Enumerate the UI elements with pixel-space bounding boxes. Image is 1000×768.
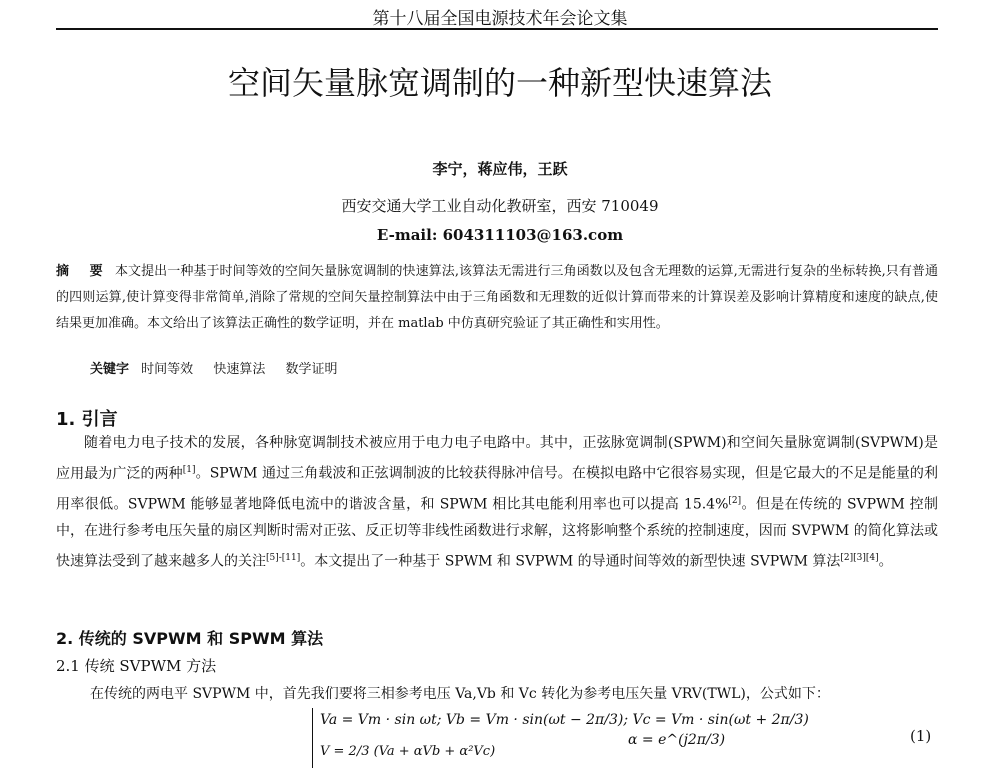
paper-title: 空间矢量脉宽调制的一种新型快速算法 [227, 64, 772, 102]
paper-authors: 李宁，蒋应伟，王跃 [432, 160, 568, 178]
equation-alpha: α = e^(j2π/3) [628, 732, 726, 748]
intro-paragraph [56, 430, 938, 576]
intro-text-1: 随着电力电子技术的发展，各种脉宽调制技术被应用于电力电子电路中。其中，正弦脉宽调制(SPWM)和空间矢量脉宽调制(SVPWM)是应用最为广泛的两种 [56, 435, 938, 482]
citation[interactable]: [5]-[11] [266, 553, 301, 564]
equation-leadin: 在传统的两电平 SVPWM 中，首先我们要将三相参考电压 Va,Vb 和 Vc 转化为参考电压矢量 VRV(TWL)，公式如下： [90, 686, 830, 702]
keyword-item: 时间等效 [141, 362, 194, 377]
abstract [56, 259, 938, 337]
subsection-heading: 2.1 传统 SVPWM 方法 [56, 657, 217, 675]
equation-three-phase: Va = Vm · sin ωt; Vb = Vm · sin(ωt − 2π/3); Vc = Vm · sin(ωt + 2π/3) [320, 712, 809, 728]
section-heading-traditional: 2. 传统的 SVPWM 和 SPWM 算法 [56, 629, 324, 648]
header-rule [56, 28, 938, 30]
intro-text-3: 。但是在传统的 SVPWM 控制中，在进行参考电压矢量的扇区判断时需对正弦、反正切等非线性函数进行求解，这将影响整个系统的控制速度，因而 SVPWM 的简化算法或快速算法受到了越来越多人的关注 [56, 496, 939, 570]
citation[interactable]: [2][3][4] [840, 553, 879, 564]
equation-vector-partial: V = 2/3 (Va + αVb + α²Vc) [320, 744, 496, 759]
keywords-label: 关键字 [90, 362, 130, 377]
citation[interactable]: [2] [728, 495, 742, 506]
intro-text-2: 。SPWM 通过三角载波和正弦调制波的比较获得脉冲信号。在模拟电路中它很容易实现，但是它最大的不足是能量的利用率很低。SVPWM 能够显著地降低电流中的谐波含量，和 SPWM 相比其电能利用率也可以提高 15.4% [56, 465, 939, 513]
keyword-item: 数学证明 [285, 362, 338, 377]
abstract-label: 摘 要 [56, 264, 111, 279]
keywords [90, 358, 930, 377]
paper-affiliation: 西安交通大学工业自动化教研室，西安 710049 [341, 197, 659, 215]
keyword-item: 快速算法 [213, 362, 266, 377]
section-heading-intro: 1. 引言 [56, 409, 118, 430]
equation-brace [312, 708, 317, 768]
running-header: 第十八届全国电源技术年会论文集 [372, 9, 628, 29]
citation[interactable]: [1] [182, 465, 196, 475]
paper-email[interactable]: E-mail: 604311103@163.com [376, 226, 624, 244]
equation-number: (1) [910, 727, 932, 745]
intro-text-5: 。 [878, 553, 893, 570]
intro-text-4: 。本文提出了一种基于 SPWM 和 SVPWM 的导通时间等效的新型快速 SVPWM 算法 [300, 553, 841, 570]
abstract-text: 本文提出一种基于时间等效的空间矢量脉宽调制的快速算法,该算法无需进行三角函数以及包含无理数的运算,无需进行复杂的坐标转换,只有普通的四则运算,使计算变得非常简单,消除了常规的空间矢量控制算法中由于三角函数和无理数的近似计算而带来的计算误差及影响计算精度和速度的缺点,使结果更加准确。本文给出了该算法正确性的数学证明，并在 matlab 中仿真研究验证了其正确性和实用性。 [56, 264, 938, 331]
